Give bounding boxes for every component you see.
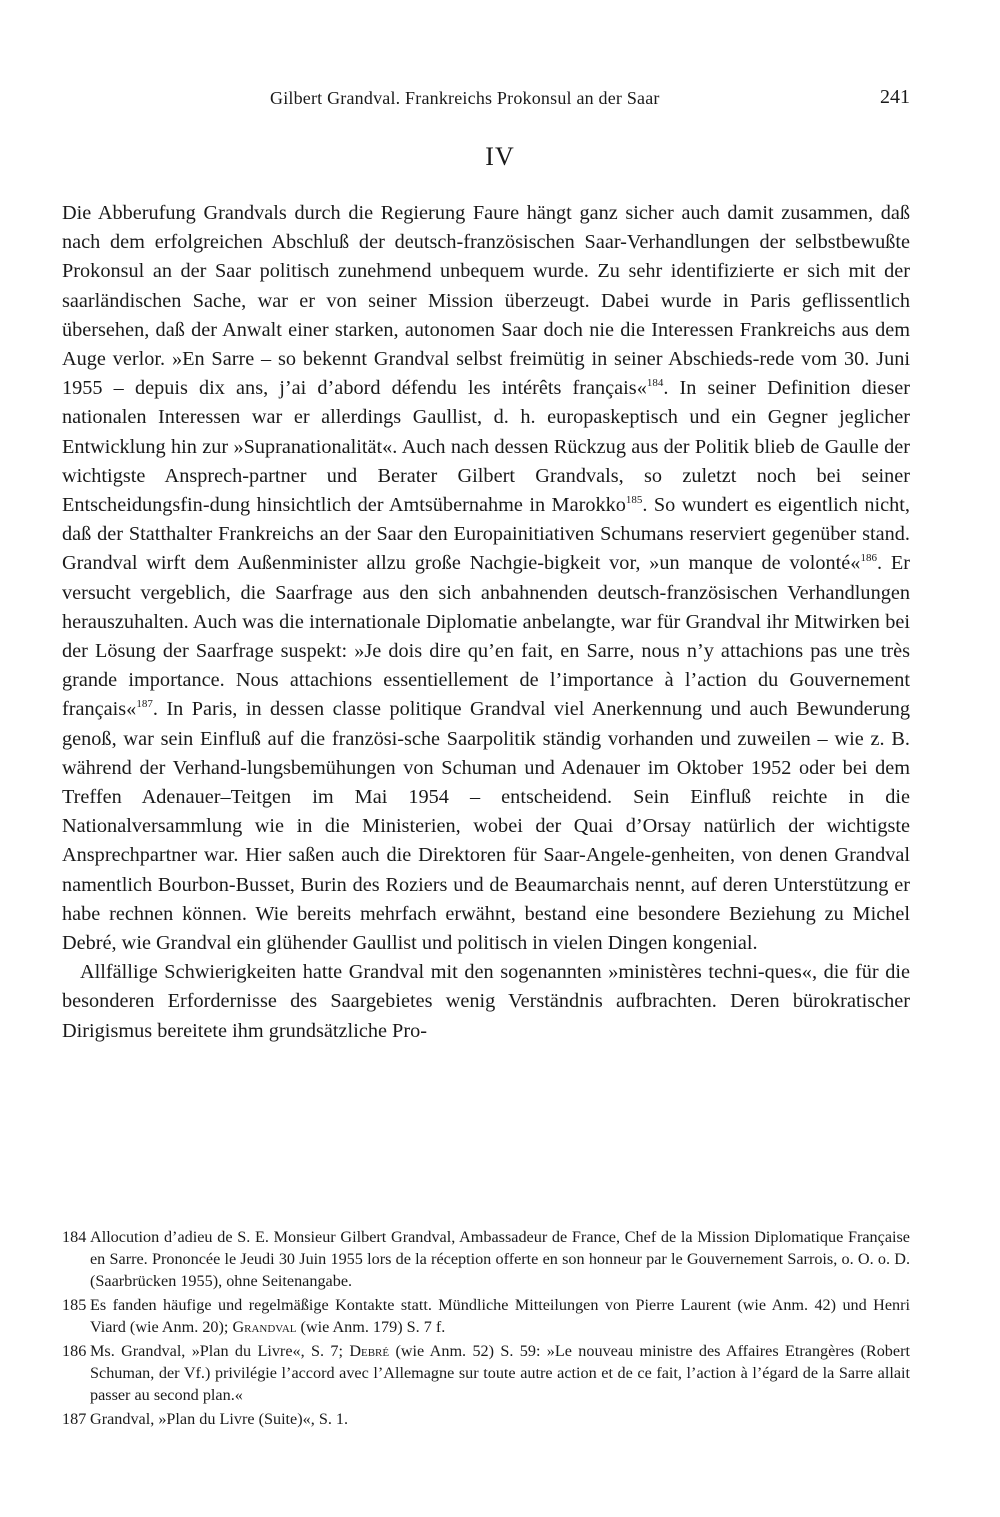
author-name: Grandval — [232, 1318, 297, 1336]
footnote-ref-184: 184 — [646, 377, 664, 390]
p1-part-d: . Er versucht vergeblich, die Saarfrage aus den sich anbahnenden deutsch-französischen Verhandlungen herauszuhalten. Auch was die internationale Diplomatie anbelangte, war für Grandval ihr Mitwirken bei der Lösung der Saarfrage suspekt: »Je dois dire qu’en fait, en Sarre, nous n’y attachions pas une très grande importance. Nous attachions essentiellement de l’importance à l’action du Gouvernement français« — [62, 552, 910, 721]
footnotes — [62, 1226, 910, 1432]
footnote-number: 186 — [62, 1342, 87, 1360]
footnote-number: 184 — [62, 1228, 87, 1246]
footnote-text — [90, 1294, 910, 1338]
footnote-text-part: Ms. Grandval, »Plan du Livre«, S. 7; — [90, 1342, 350, 1360]
running-header — [270, 88, 910, 118]
footnote — [62, 1226, 910, 1292]
body-text — [62, 199, 910, 1046]
footnote-ref-185: 185 — [625, 494, 643, 507]
paragraph-2: Allfällige Schwierigkeiten hatte Grandval mit den sogenannten »ministères techni-ques«, die für die besonderen Erfordernisse des Saargebietes wenig Verständnis aufbrachten. Deren bürokratischer Dirigismus bereitete ihm grundsätzliche Pro- — [62, 961, 910, 1042]
footnote-text-part: (wie Anm. 179) S. 7 f. — [296, 1318, 446, 1336]
footnote-ref-187: 187 — [136, 698, 153, 711]
footnote — [62, 1294, 910, 1338]
footnote — [62, 1408, 910, 1430]
running-title: Gilbert Grandval. Frankreichs Prokonsul an der Saar — [270, 88, 660, 108]
footnote — [62, 1340, 910, 1406]
page-number: 241 — [880, 86, 910, 108]
footnote-text-part: (wie Anm. 52) S. 59: »Le nouveau ministre des Affaires Etrangères (Robert Schuman, der Vf.) privilégie l’accord avec l’Allemagne sur toute autre action et de ce fait, l’action à l’égard de la Sarre allait passer au second plan.« — [90, 1342, 910, 1404]
footnote-ref-186: 186 — [860, 552, 877, 565]
p1-part-b: . In seiner Definition dieser nationalen Interessen war er allerdings Gaullist, d. h. europaskeptisch und ein Gegner jeglicher Entwicklung hin zur »Supranationalität«. Auch nach dessen Rückzug aus der Politik blieb de Gaulle der wichtigste Ansprech-partner und Berater Gilbert Grandvals, so zuletzt noch bei seiner Entscheidungsfin-dung hinsichtlich der Amtsübernahme in Marokko — [62, 377, 911, 517]
p1-part-c: . So wundert es eigentlich nicht, daß der Statthalter Frankreichs an der Saar den Europainitiativen Schumans reserviert gegenüber stand. Grandval wirft dem Außenminister allzu große Nachgie-bigkeit vor, »un manque de volonté« — [62, 494, 910, 575]
p1-part-a: Die Abberufung Grandvals durch die Regierung Faure hängt ganz sicher auch damit zusammen, daß nach dem erfolgreichen Abschluß der deutsch-französischen Saar-Verhandlungen der selbstbewußte Prokonsul an der Saar politisch zunehmend unbequem wurde. Zu sehr identifizierte er sich mit der saarländischen Sache, war er von seiner Mission überzeugt. Dabei wurde in Paris geflissentlich übersehen, daß der Anwalt einer starken, autonomen Saar doch nie die Interessen Frankreichs aus dem Auge verlor. »En Sarre – so bekennt Grandval selbst freimütig in seiner Abschieds-rede vom 30. Juni 1955 – depuis dix ans, j’ai d’abord défendu les intérêts français« — [62, 202, 910, 400]
footnote-text — [90, 1340, 910, 1406]
footnote-number: 187 — [62, 1410, 87, 1428]
footnote-text: Grandval, »Plan du Livre (Suite)«, S. 1. — [90, 1410, 349, 1428]
footnote-text-part: Es fanden häufige und regelmäßige Kontakte statt. Mündliche Mitteilungen von Pierre Laurent (wie Anm. 42) und Henri Viard (wie Anm. 20); — [90, 1296, 910, 1336]
footnote-text: Allocution d’adieu de S. E. Monsieur Gilbert Grandval, Ambassadeur de France, Chef de la Mission Diplomatique Française en Sarre. Prononcée le Jeudi 30 Juin 1955 lors de la réception offerte en son honneur par le Gouvernement Sarrois, o. O. o. D. (Saarbrücken 1955), ohne Seitenangabe. — [90, 1228, 910, 1290]
section-heading: IV — [485, 142, 515, 171]
author-name: Debré — [349, 1342, 390, 1360]
p1-part-e: . In Paris, in dessen classe politique Grandval viel Anerkennung und auch Bewunderung genoß, war sein Einfluß auf die französi-sche Saarpolitik ständig vorhanden und zuweilen – wie z. B. während der Verhand-lungsbemühungen von Schuman und Adenauer im Oktober 1952 oder bei dem Treffen Adenauer–Teitgen im Mai 1954 – entscheidend. Sein Einfluß reichte in die Nationalversammlung wie in die Ministerien, wobei der Quai d’Orsay natürlich der wichtigste Ansprechpartner war. Hier saßen auch die Direktoren für Saar-Angele-genheiten, von denen Grandval namentlich Bourbon-Busset, Burin des Roziers und de Beaumarchais nennt, auf deren Unterstützung er habe rechnen können. Wie bereits mehrfach erwähnt, bestand eine besondere Beziehung zu Michel Debré, wie Grandval ein glühender Gaullist und politisch in vielen Dingen kongenial. — [62, 698, 910, 955]
footnote-number: 185 — [62, 1296, 87, 1314]
paragraph-1 — [62, 199, 910, 958]
